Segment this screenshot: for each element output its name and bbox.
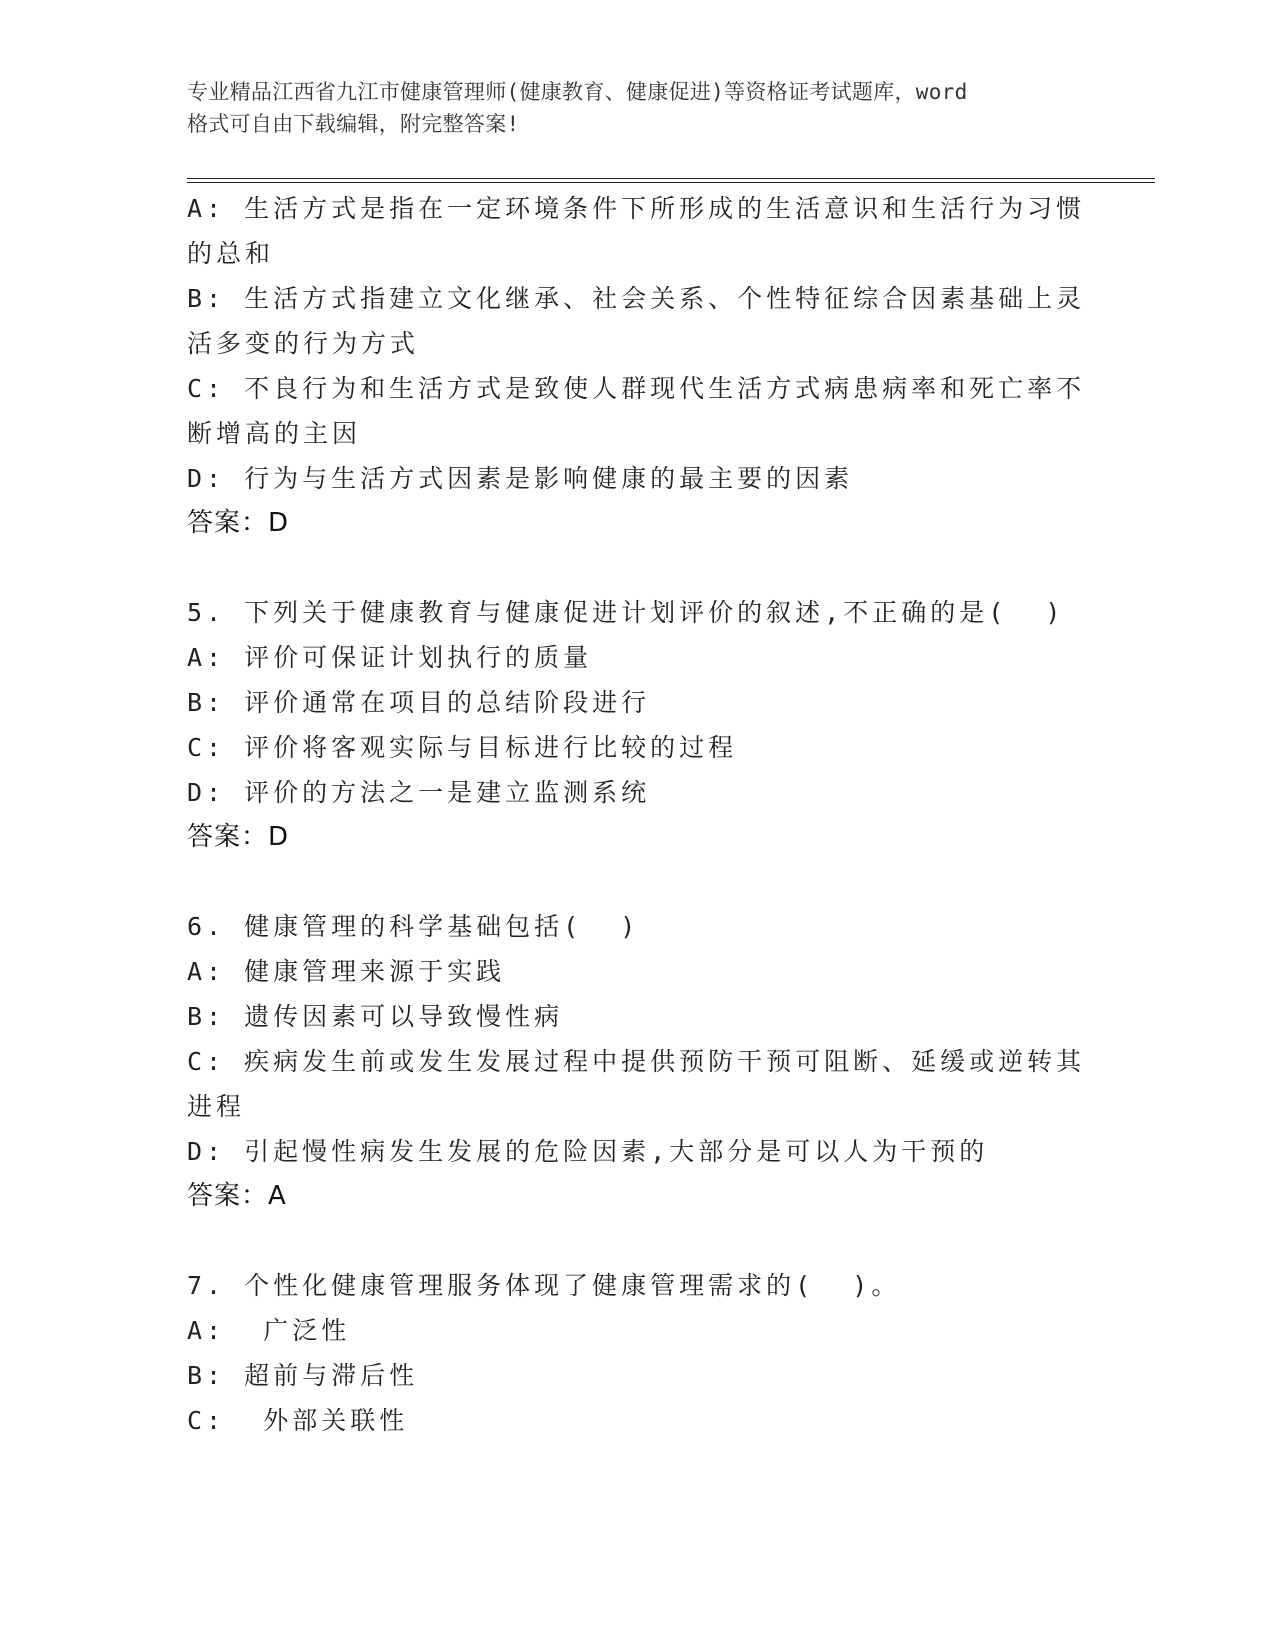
option-b-line-2: 活多变的行为方式 bbox=[187, 329, 420, 358]
question-6 bbox=[187, 904, 1087, 1219]
header-divider-bottom bbox=[187, 182, 1155, 183]
option-a-line-1: A: 生活方式是指在一定环境条件下所形成的生活意识和生活行为习惯 bbox=[187, 194, 1086, 223]
option-d: D: 评价的方法之一是建立监测系统 bbox=[187, 778, 651, 807]
answer-line: 答案：D bbox=[187, 508, 290, 538]
question-7 bbox=[187, 1263, 1087, 1443]
spacer bbox=[187, 546, 1087, 590]
answer-line: 答案：D bbox=[187, 822, 290, 852]
question-text: 6. 健康管理的科学基础包括( ) bbox=[187, 912, 640, 941]
spacer bbox=[187, 860, 1087, 904]
option-b-line-1: B: 生活方式指建立文化继承、社会关系、个性特征综合因素基础上灵 bbox=[187, 284, 1086, 313]
question-5 bbox=[187, 590, 1087, 860]
option-d: D: 引起慢性病发生发展的危险因素,大部分是可以人为干预的 bbox=[187, 1137, 989, 1166]
option-d: D: 行为与生活方式因素是影响健康的最主要的因素 bbox=[187, 464, 854, 493]
question-4-continued bbox=[187, 186, 1087, 546]
option-c: C: 评价将客观实际与目标进行比较的过程 bbox=[187, 733, 738, 762]
option-b: B: 超前与滞后性 bbox=[187, 1361, 419, 1390]
option-c-line-1: C: 疾病发生前或发生发展过程中提供预防干预可阻断、延缓或逆转其 bbox=[187, 1047, 1086, 1076]
header-line-1: 专业精品江西省九江市健康管理师(健康教育、健康促进)等资格证考试题库，word bbox=[187, 80, 968, 104]
option-c-line-2: 断增高的主因 bbox=[187, 419, 362, 448]
option-a-line-2: 的总和 bbox=[187, 239, 275, 268]
option-a: A: 评价可保证计划执行的质量 bbox=[187, 643, 593, 672]
question-text: 5. 下列关于健康教育与健康促进计划评价的叙述,不正确的是( ) bbox=[187, 598, 1065, 627]
option-a: A: 健康管理来源于实践 bbox=[187, 957, 506, 986]
header-line-2: 格式可自由下载编辑，附完整答案! bbox=[187, 112, 520, 136]
header-divider-top bbox=[187, 178, 1155, 179]
page-header bbox=[187, 76, 1087, 140]
option-c: C: 外部关联性 bbox=[187, 1406, 409, 1435]
option-a: A: 广泛性 bbox=[187, 1316, 351, 1345]
question-text: 7. 个性化健康管理服务体现了健康管理需求的( )。 bbox=[187, 1271, 901, 1300]
answer-line: 答案：A bbox=[187, 1181, 287, 1211]
option-b: B: 评价通常在项目的总结阶段进行 bbox=[187, 688, 651, 717]
option-c-line-2: 进程 bbox=[187, 1092, 246, 1121]
spacer bbox=[187, 1219, 1087, 1263]
option-b: B: 遗传因素可以导致慢性病 bbox=[187, 1002, 564, 1031]
option-c-line-1: C: 不良行为和生活方式是致使人群现代生活方式病患病率和死亡率不 bbox=[187, 374, 1086, 403]
question-content bbox=[187, 186, 1087, 1443]
